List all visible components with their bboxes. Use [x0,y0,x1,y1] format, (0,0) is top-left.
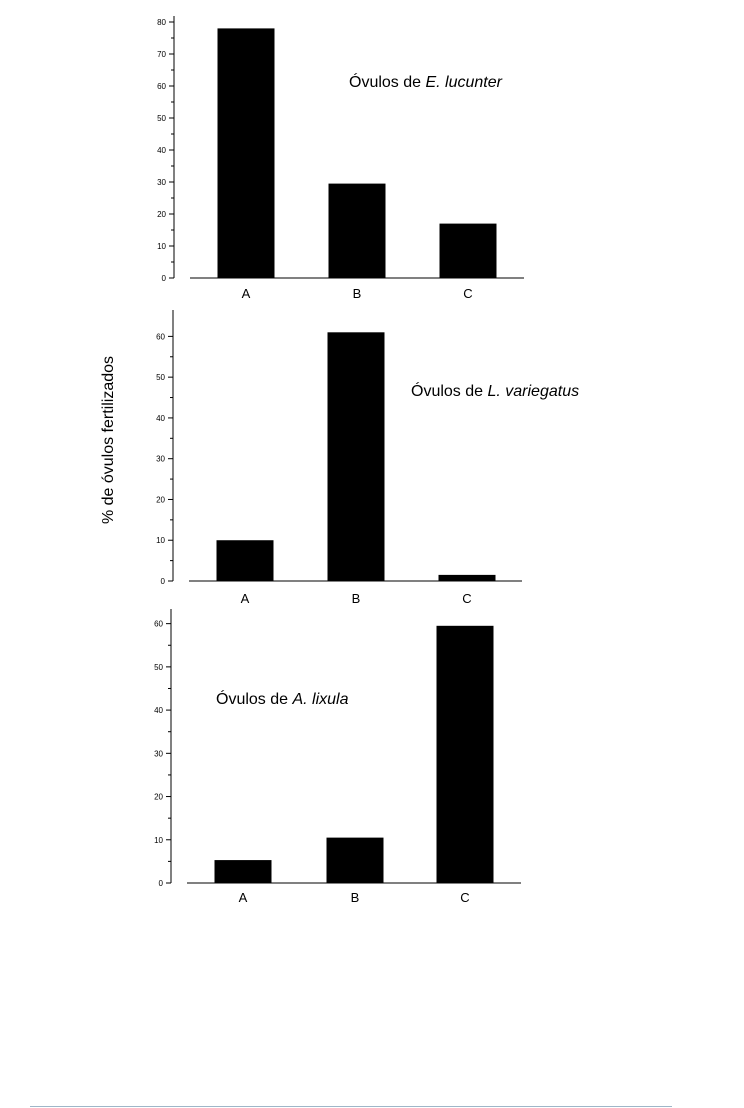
panel-title-prefix: Óvulos de [216,691,293,708]
y-tick-label: 10 [156,536,165,546]
panel-title-prefix: Óvulos de [349,74,426,91]
y-tick-label: 10 [154,835,163,845]
x-category-label: A [240,591,250,606]
bar-a [215,860,272,883]
y-tick-label: 50 [154,662,163,672]
y-tick-label: 20 [157,210,166,219]
y-tick-label: 50 [157,114,166,123]
y-tick-label: 60 [157,82,166,91]
y-axis-label: % de óvulos fertilizados [100,355,117,525]
x-category-label: C [460,890,470,905]
x-category-label: A [238,890,248,905]
y-tick-label: 10 [157,242,166,251]
chart-panel-3 [154,609,521,905]
panel-title [411,381,579,400]
y-tick-label: 0 [160,577,165,586]
y-tick-label: 40 [156,413,165,423]
y-tick-label: 30 [156,454,165,464]
bar-b [327,838,384,883]
panel-title [216,689,349,708]
panel-title-species: E. lucunter [425,74,502,91]
x-category-label: A [241,286,251,301]
bar-c [437,626,494,883]
chart-panels [154,16,579,905]
panel-title-prefix: Óvulos de [411,383,488,400]
y-tick-label: 20 [156,495,165,505]
page-bottom-rule [30,1106,672,1107]
y-tick-label: 40 [157,146,166,155]
x-category-label: C [463,286,473,301]
y-tick-label: 50 [156,373,165,383]
bar-c [440,224,497,278]
y-tick-label: 40 [154,706,163,716]
bar-c [439,575,496,581]
bar-b [329,184,386,278]
y-tick-label: 60 [156,332,165,342]
x-category-label: B [351,591,361,606]
y-tick-label: 20 [154,792,163,802]
y-tick-label: 60 [154,619,163,629]
bar-b [328,332,385,581]
y-tick-label: 80 [157,18,166,27]
y-tick-label: 70 [157,50,166,59]
y-tick-label: 30 [157,178,166,187]
y-tick-label: 0 [161,274,166,283]
x-category-label: B [350,890,360,905]
x-category-label: C [462,591,472,606]
chart-panel-2 [156,310,579,606]
panel-title-species: A. lixula [292,691,349,708]
y-tick-label: 0 [158,879,163,888]
x-category-label: B [352,286,362,301]
panel-title-species: L. variegatus [487,383,580,400]
bar-a [217,540,274,581]
bar-a [218,28,275,278]
chart-panel-1 [157,16,524,301]
y-tick-label: 30 [154,749,163,759]
panel-title [349,72,503,91]
